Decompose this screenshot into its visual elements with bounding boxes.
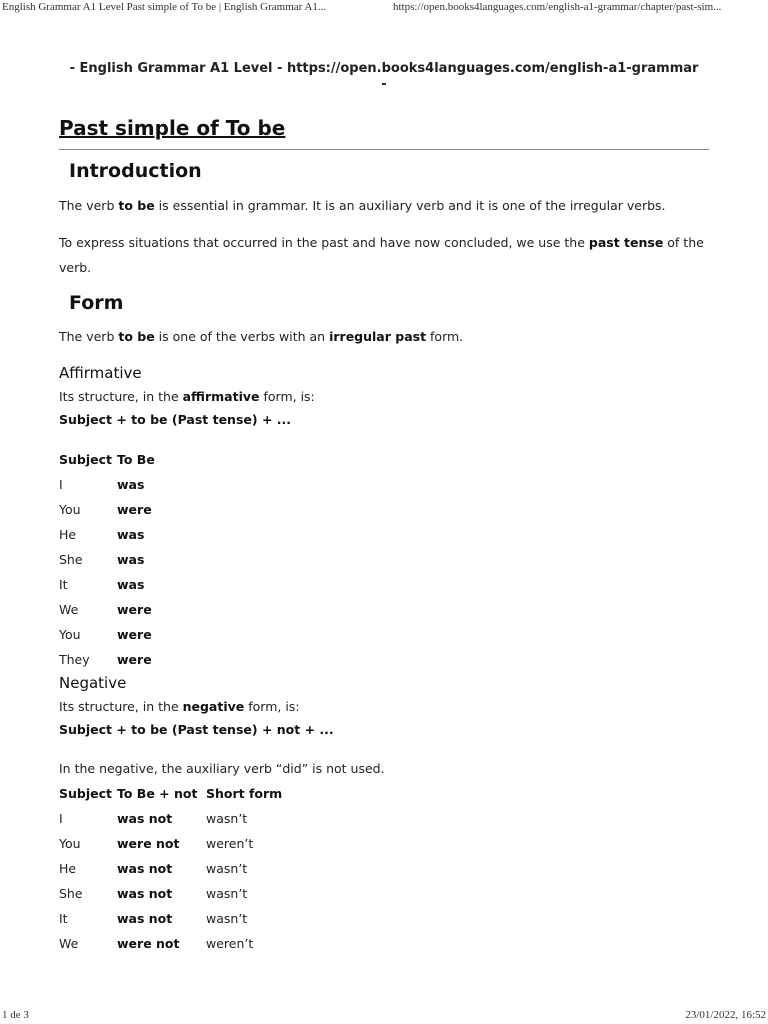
short-form-cell: weren’t bbox=[206, 836, 254, 851]
print-footer bbox=[0, 1008, 768, 1022]
pronoun-cell: She bbox=[59, 886, 83, 901]
column-header-to-be: To Be bbox=[117, 452, 155, 467]
table-row bbox=[59, 497, 206, 522]
pronoun-cell: They bbox=[59, 652, 90, 667]
pronoun-cell: We bbox=[59, 936, 79, 951]
pronoun-cell: It bbox=[59, 577, 68, 592]
table-row bbox=[59, 647, 206, 672]
pronoun-cell: We bbox=[59, 602, 79, 617]
pronoun-cell: He bbox=[59, 527, 77, 542]
verb-cell: were bbox=[117, 602, 152, 617]
table-header-row bbox=[59, 781, 282, 806]
column-header-to-be-not: To Be + not bbox=[117, 786, 198, 801]
table-row bbox=[59, 597, 206, 622]
short-form-cell: weren’t bbox=[206, 936, 254, 951]
pronoun-cell: She bbox=[59, 552, 83, 567]
negative-formula: Subject + to be (Past tense) + not + ... bbox=[59, 722, 334, 737]
negative-heading: Negative bbox=[59, 674, 127, 692]
short-form-cell: wasn’t bbox=[206, 886, 248, 901]
short-form-cell: wasn’t bbox=[206, 861, 248, 876]
verb-cell: were bbox=[117, 627, 152, 642]
verb-cell: were bbox=[117, 652, 152, 667]
table-row bbox=[59, 931, 282, 956]
negative-note: In the negative, the auxiliary verb “did” is not used. bbox=[59, 761, 385, 776]
table-row bbox=[59, 622, 206, 647]
table-row bbox=[59, 547, 206, 572]
negative-intro: Its structure, in the negative form, is: bbox=[59, 699, 300, 714]
affirmative-table bbox=[59, 447, 206, 672]
table-row bbox=[59, 522, 206, 547]
column-header-subject: Subject bbox=[59, 786, 112, 801]
table-header-row bbox=[59, 447, 206, 472]
book-source-dash: - bbox=[381, 77, 387, 92]
table-row bbox=[59, 856, 282, 881]
pronoun-cell: You bbox=[59, 836, 81, 851]
book-source-line bbox=[59, 61, 709, 93]
verb-cell: was bbox=[117, 527, 145, 542]
pronoun-cell: You bbox=[59, 502, 81, 517]
affirmative-intro: Its structure, in the affirmative form, is: bbox=[59, 389, 315, 404]
verb-cell: was not bbox=[117, 811, 173, 826]
table-row bbox=[59, 472, 206, 497]
verb-cell: was not bbox=[117, 911, 173, 926]
pronoun-cell: It bbox=[59, 911, 68, 926]
introduction-paragraph-1: The verb to be is essential in grammar. It is an auxiliary verb and it is one of the irregular verbs. bbox=[59, 198, 666, 213]
print-header bbox=[0, 0, 768, 14]
affirmative-heading: Affirmative bbox=[59, 364, 142, 382]
pronoun-cell: He bbox=[59, 861, 77, 876]
verb-cell: was not bbox=[117, 886, 173, 901]
verb-cell: was bbox=[117, 577, 145, 592]
print-timestamp: 23/01/2022, 16:52 bbox=[685, 1009, 766, 1021]
pronoun-cell: I bbox=[59, 477, 63, 492]
print-header-url: https://open.books4languages.com/english-a1-grammar/chapter/past-sim... bbox=[393, 1, 722, 13]
short-form-cell: wasn’t bbox=[206, 911, 248, 926]
table-row bbox=[59, 906, 282, 931]
pronoun-cell: I bbox=[59, 811, 63, 826]
column-header-subject: Subject bbox=[59, 452, 112, 467]
table-row bbox=[59, 881, 282, 906]
table-row bbox=[59, 572, 206, 597]
affirmative-formula: Subject + to be (Past tense) + ... bbox=[59, 412, 292, 427]
title-divider bbox=[59, 149, 709, 150]
short-form-cell: wasn’t bbox=[206, 811, 248, 826]
introduction-paragraph-2: To express situations that occurred in the past and have now concluded, we use the past tense of the verb. bbox=[59, 235, 704, 275]
form-paragraph: The verb to be is one of the verbs with an irregular past form. bbox=[59, 329, 464, 344]
negative-table bbox=[59, 781, 282, 956]
print-header-title: English Grammar A1 Level Past simple of To be | English Grammar A1... bbox=[2, 1, 327, 13]
book-source-text: - English Grammar A1 Level - https://open.books4languages.com/english-a1-grammar bbox=[69, 61, 699, 76]
page-counter: 1 de 3 bbox=[2, 1009, 29, 1021]
introduction-heading: Introduction bbox=[69, 160, 202, 182]
form-heading: Form bbox=[69, 292, 124, 314]
verb-cell: were not bbox=[117, 936, 180, 951]
page-title: Past simple of To be bbox=[59, 116, 286, 140]
column-header-short-form: Short form bbox=[206, 786, 283, 801]
verb-cell: were bbox=[117, 502, 152, 517]
verb-cell: was bbox=[117, 552, 145, 567]
verb-cell: were not bbox=[117, 836, 180, 851]
table-row bbox=[59, 831, 282, 856]
verb-cell: was not bbox=[117, 861, 173, 876]
verb-cell: was bbox=[117, 477, 145, 492]
pronoun-cell: You bbox=[59, 627, 81, 642]
table-row bbox=[59, 806, 282, 831]
